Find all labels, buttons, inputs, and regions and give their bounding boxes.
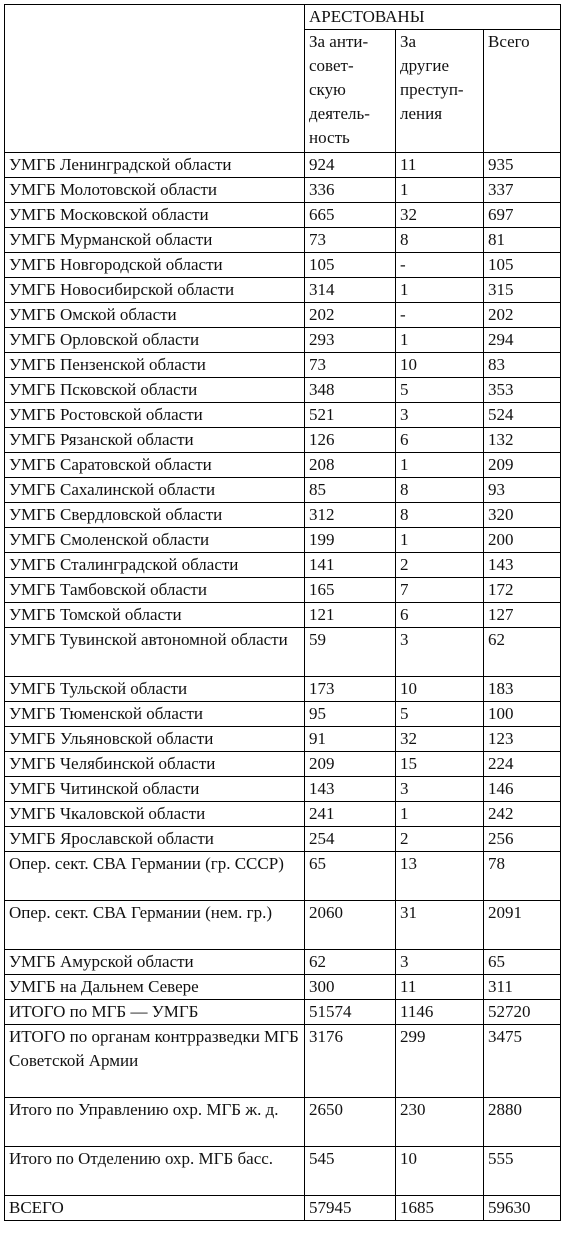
total-value: 202 [484, 303, 561, 328]
anti-soviet-value: 121 [305, 603, 396, 628]
other-crimes-value: 8 [396, 228, 484, 253]
table-row [5, 777, 561, 802]
total-value: 143 [484, 553, 561, 578]
row-label: УМГБ Омской области [5, 303, 305, 328]
other-crimes-value: 3 [396, 777, 484, 802]
other-crimes-value: 11 [396, 153, 484, 178]
row-label: УМГБ Новгородской области [5, 253, 305, 278]
table-row [5, 827, 561, 852]
other-crimes-value: 7 [396, 578, 484, 603]
other-crimes-value: 2 [396, 553, 484, 578]
row-label: УМГБ Ярославской области [5, 827, 305, 852]
anti-soviet-value: 85 [305, 478, 396, 503]
anti-soviet-value: 73 [305, 353, 396, 378]
total-value: 200 [484, 528, 561, 553]
row-label: Итого по Отделению охр. МГБ басс. [5, 1147, 305, 1196]
other-crimes-value: 15 [396, 752, 484, 777]
row-label: УМГБ на Дальнем Севере [5, 975, 305, 1000]
other-crimes-value: 230 [396, 1098, 484, 1147]
other-crimes-value: 1 [396, 278, 484, 303]
anti-soviet-value: 2060 [305, 901, 396, 950]
total-value: 2091 [484, 901, 561, 950]
anti-soviet-value: 336 [305, 178, 396, 203]
anti-soviet-value: 95 [305, 702, 396, 727]
other-crimes-value: 1 [396, 453, 484, 478]
total-header: Всего [484, 30, 561, 153]
total-value: 315 [484, 278, 561, 303]
other-crimes-value: 5 [396, 378, 484, 403]
other-crimes-value: 8 [396, 503, 484, 528]
other-crimes-value: 1146 [396, 1000, 484, 1025]
row-label: Итого по Управлению охр. МГБ ж. д. [5, 1098, 305, 1147]
total-value: 100 [484, 702, 561, 727]
total-value: 294 [484, 328, 561, 353]
table-row [5, 1025, 561, 1098]
total-value: 83 [484, 353, 561, 378]
table-row [5, 228, 561, 253]
row-label: УМГБ Новосибирской области [5, 278, 305, 303]
row-label: УМГБ Чкаловской области [5, 802, 305, 827]
other-crimes-value: 299 [396, 1025, 484, 1098]
other-crimes-value: 3 [396, 628, 484, 677]
other-crimes-value: 31 [396, 901, 484, 950]
anti-soviet-value: 312 [305, 503, 396, 528]
anti-soviet-value: 521 [305, 403, 396, 428]
row-label: УМГБ Читинской области [5, 777, 305, 802]
anti-soviet-value: 665 [305, 203, 396, 228]
table-row [5, 453, 561, 478]
other-crimes-value: 6 [396, 603, 484, 628]
table-row [5, 852, 561, 901]
anti-soviet-value: 209 [305, 752, 396, 777]
table-row [5, 702, 561, 727]
total-value: 62 [484, 628, 561, 677]
total-value: 256 [484, 827, 561, 852]
anti-soviet-value: 293 [305, 328, 396, 353]
total-value: 78 [484, 852, 561, 901]
anti-soviet-value: 51574 [305, 1000, 396, 1025]
other-crimes-value: 2 [396, 827, 484, 852]
other-crimes-value: 11 [396, 975, 484, 1000]
arrested-header: АРЕСТОВАНЫ [305, 5, 561, 30]
other-crimes-value: 10 [396, 1147, 484, 1196]
table-row [5, 478, 561, 503]
row-label: УМГБ Ленинградской области [5, 153, 305, 178]
row-label: УМГБ Орловской области [5, 328, 305, 353]
other-crimes-value: 10 [396, 353, 484, 378]
table-row [5, 727, 561, 752]
total-value: 172 [484, 578, 561, 603]
other-crimes-value: 8 [396, 478, 484, 503]
total-value: 146 [484, 777, 561, 802]
table-row [5, 603, 561, 628]
other-crimes-value: 13 [396, 852, 484, 901]
anti-soviet-value: 202 [305, 303, 396, 328]
row-label: УМГБ Смоленской области [5, 528, 305, 553]
table-row [5, 578, 561, 603]
total-value: 123 [484, 727, 561, 752]
total-value: 3475 [484, 1025, 561, 1098]
other-crimes-value: 1685 [396, 1196, 484, 1221]
total-value: 337 [484, 178, 561, 203]
anti-soviet-value: 924 [305, 153, 396, 178]
row-label: Опер. сект. СВА Германии (нем. гр.) [5, 901, 305, 950]
row-label: УМГБ Московской области [5, 203, 305, 228]
row-label: УМГБ Челябинской области [5, 752, 305, 777]
anti-soviet-value: 91 [305, 727, 396, 752]
total-value: 59630 [484, 1196, 561, 1221]
total-value: 524 [484, 403, 561, 428]
row-label: УМГБ Сталинградской области [5, 553, 305, 578]
total-value: 697 [484, 203, 561, 228]
anti-soviet-header: За анти- совет- скую деятель- ность [305, 30, 396, 153]
other-crimes-value: 1 [396, 328, 484, 353]
table-row [5, 553, 561, 578]
table-row [5, 1000, 561, 1025]
total-value: 320 [484, 503, 561, 528]
anti-soviet-value: 2650 [305, 1098, 396, 1147]
other-crimes-value: 3 [396, 403, 484, 428]
anti-soviet-value: 208 [305, 453, 396, 478]
table-row [5, 153, 561, 178]
row-label: УМГБ Сахалинской области [5, 478, 305, 503]
other-crimes-value: - [396, 253, 484, 278]
total-value: 127 [484, 603, 561, 628]
other-crimes-value: - [396, 303, 484, 328]
other-crimes-value: 32 [396, 727, 484, 752]
row-label: УМГБ Тувинской автономной области [5, 628, 305, 677]
row-label: УМГБ Тульской области [5, 677, 305, 702]
table-row [5, 1196, 561, 1221]
row-label: УМГБ Томской области [5, 603, 305, 628]
table-row [5, 328, 561, 353]
other-crimes-value: 5 [396, 702, 484, 727]
row-label: УМГБ Тамбовской области [5, 578, 305, 603]
total-value: 242 [484, 802, 561, 827]
anti-soviet-value: 545 [305, 1147, 396, 1196]
row-label: УМГБ Тюменской области [5, 702, 305, 727]
anti-soviet-value: 65 [305, 852, 396, 901]
table-row [5, 628, 561, 677]
table-row [5, 303, 561, 328]
anti-soviet-value: 126 [305, 428, 396, 453]
total-value: 93 [484, 478, 561, 503]
table-row [5, 353, 561, 378]
anti-soviet-value: 143 [305, 777, 396, 802]
other-crimes-header: За другие преступ- ления [396, 30, 484, 153]
row-label: УМГБ Пензенской области [5, 353, 305, 378]
anti-soviet-value: 348 [305, 378, 396, 403]
table-row [5, 677, 561, 702]
total-value: 65 [484, 950, 561, 975]
other-crimes-value: 6 [396, 428, 484, 453]
total-value: 52720 [484, 1000, 561, 1025]
other-crimes-value: 10 [396, 677, 484, 702]
anti-soviet-value: 141 [305, 553, 396, 578]
anti-soviet-value: 73 [305, 228, 396, 253]
total-value: 2880 [484, 1098, 561, 1147]
other-crimes-value: 1 [396, 178, 484, 203]
total-value: 224 [484, 752, 561, 777]
arrests-table [4, 4, 561, 1221]
other-crimes-value: 1 [396, 528, 484, 553]
total-value: 311 [484, 975, 561, 1000]
row-label: УМГБ Ростовской области [5, 403, 305, 428]
table-row [5, 975, 561, 1000]
row-label: УМГБ Амурской области [5, 950, 305, 975]
table-row [5, 1098, 561, 1147]
table-row [5, 278, 561, 303]
table-row [5, 178, 561, 203]
row-label: УМГБ Свердловской области [5, 503, 305, 528]
anti-soviet-value: 3176 [305, 1025, 396, 1098]
anti-soviet-value: 59 [305, 628, 396, 677]
row-label: УМГБ Молотовской области [5, 178, 305, 203]
blank-corner-cell [5, 5, 305, 153]
row-label: УМГБ Мурманской области [5, 228, 305, 253]
table-row [5, 950, 561, 975]
table-row [5, 403, 561, 428]
anti-soviet-value: 314 [305, 278, 396, 303]
total-value: 209 [484, 453, 561, 478]
other-crimes-value: 32 [396, 203, 484, 228]
anti-soviet-value: 105 [305, 253, 396, 278]
total-value: 132 [484, 428, 561, 453]
table-row [5, 901, 561, 950]
anti-soviet-value: 62 [305, 950, 396, 975]
header-row-1 [5, 5, 561, 30]
anti-soviet-value: 254 [305, 827, 396, 852]
table-row [5, 528, 561, 553]
anti-soviet-value: 173 [305, 677, 396, 702]
table-row [5, 428, 561, 453]
anti-soviet-value: 300 [305, 975, 396, 1000]
total-value: 353 [484, 378, 561, 403]
row-label: УМГБ Саратовской области [5, 453, 305, 478]
table-row [5, 503, 561, 528]
row-label: УМГБ Рязанской области [5, 428, 305, 453]
total-value: 935 [484, 153, 561, 178]
table-row [5, 203, 561, 228]
anti-soviet-value: 241 [305, 802, 396, 827]
table-body [5, 5, 561, 1221]
table-row [5, 752, 561, 777]
row-label: ВСЕГО [5, 1196, 305, 1221]
other-crimes-value: 3 [396, 950, 484, 975]
anti-soviet-value: 57945 [305, 1196, 396, 1221]
table-row [5, 1147, 561, 1196]
total-value: 183 [484, 677, 561, 702]
table-row [5, 378, 561, 403]
anti-soviet-value: 165 [305, 578, 396, 603]
other-crimes-value: 1 [396, 802, 484, 827]
row-label: Опер. сект. СВА Германии (гр. СССР) [5, 852, 305, 901]
anti-soviet-value: 199 [305, 528, 396, 553]
row-label: ИТОГО по органам контрразведки МГБ Советской Армии [5, 1025, 305, 1098]
total-value: 555 [484, 1147, 561, 1196]
row-label: УМГБ Ульяновской области [5, 727, 305, 752]
row-label: УМГБ Псковской области [5, 378, 305, 403]
total-value: 81 [484, 228, 561, 253]
total-value: 105 [484, 253, 561, 278]
table-row [5, 253, 561, 278]
row-label: ИТОГО по МГБ — УМГБ [5, 1000, 305, 1025]
table-row [5, 802, 561, 827]
